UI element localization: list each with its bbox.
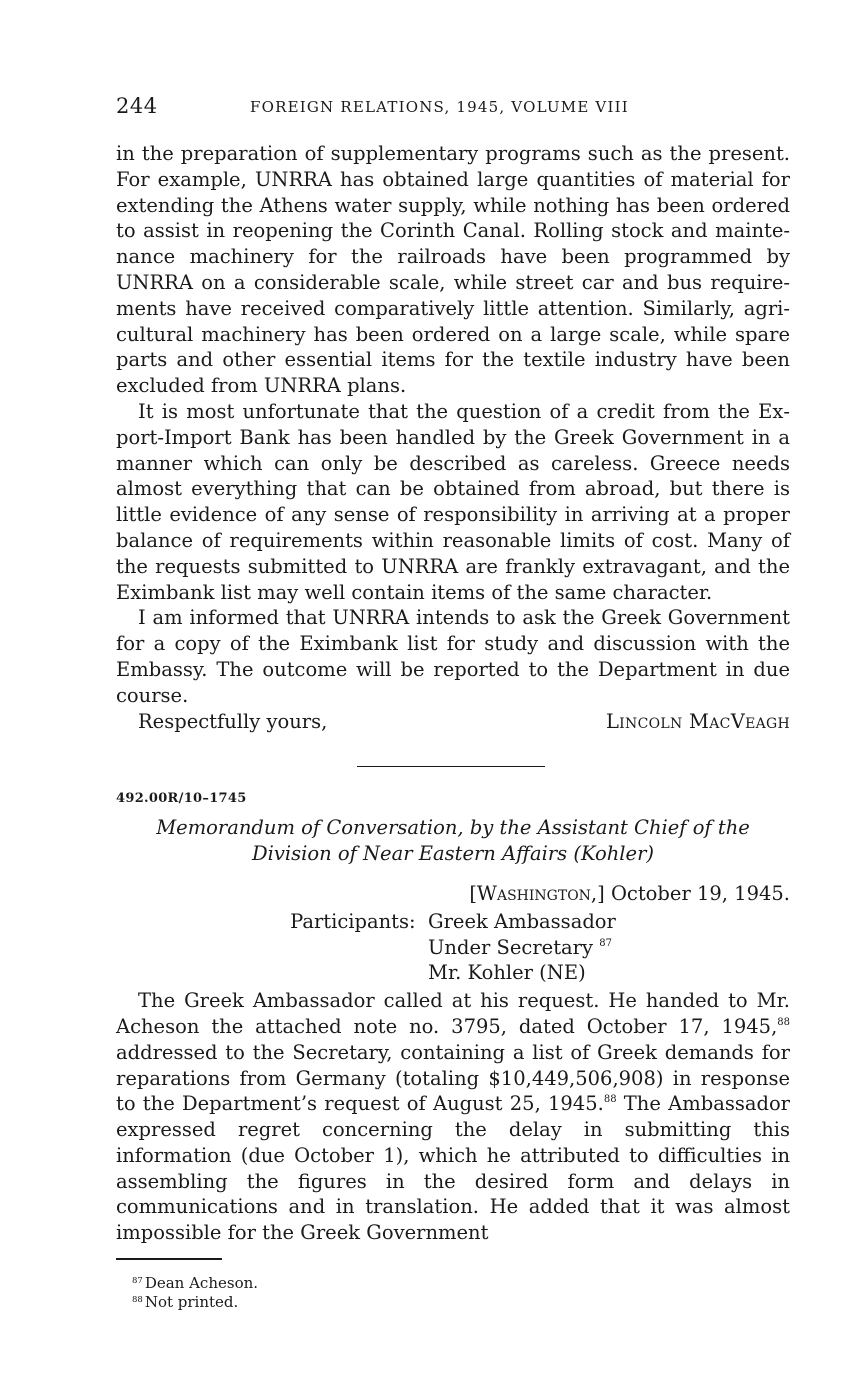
- letter-paragraph-1: in the preparation of supplementary programs such as the present. For example, UNRRA has obtained large quantities of material for extending the Athens water supply, while nothing has been ordered to assist in reopening the Corinth Canal. Rolling stock and maintenance machinery for the railroads have been programmed by UNRRA on a considerable scale, while street car and bus requirements have received comparatively little attention. Similarly, agricultural machinery has been ordered on a large scale, while spare parts and other essential items for the textile industry have been excluded from UNRRA plans.: [116, 142, 790, 398]
- participant-item: [428, 935, 616, 961]
- participants-block: [116, 909, 790, 986]
- letter-closing: Respectfully yours,: [138, 709, 328, 733]
- memo-paragraph-text: The Ambassador expressed regret concerning the delay in submitting this information (due October 1), which he attributed to difficulties in assembling the figures in the desired form and delays in communications and in translation. He added that it was almost impossible for the Greek Government: [116, 1092, 790, 1245]
- participant-item-text: Under Secretary: [428, 935, 594, 959]
- footnote-item: [132, 1293, 790, 1312]
- footnote-text: Not printed.: [144, 1293, 239, 1312]
- dateline-date: October 19, 1945.: [610, 881, 790, 905]
- memo-paragraph-text: The Greek Ambassador called at his request. He handed to Mr. Acheson the attached note no. 3795, dated October 17, 1945,: [116, 989, 790, 1038]
- footnote-mark: 87: [132, 1276, 143, 1287]
- dateline-place: [Washington,]: [469, 881, 605, 905]
- footnote-text: Dean Acheson.: [144, 1274, 259, 1293]
- footnote-ref[interactable]: 87: [599, 937, 612, 949]
- page-body: [116, 141, 790, 1312]
- footnotes: [116, 1274, 790, 1312]
- letter-paragraph-3: I am informed that UNRRA intends to ask the Greek Government for a copy of the Eximbank list for study and discussion with the Embassy. The outcome will be reported to the Department in due course.: [116, 606, 790, 707]
- footnote-ref[interactable]: 88: [777, 1016, 790, 1028]
- memo-paragraph: [116, 988, 790, 1246]
- participant-item: Mr. Kohler (NE): [428, 961, 586, 985]
- memo-dateline: [116, 881, 790, 907]
- page-header: [116, 94, 790, 120]
- letter-signature: Lincoln MacVeagh: [605, 709, 790, 733]
- memo-paragraph-text: addressed to the Secretary, containing a list of Greek demands for reparations from Germany (totaling $10,449,506,908) in response to the Department’s request of August 25, 1945.: [116, 1040, 790, 1116]
- footnote-ref[interactable]: 88: [603, 1094, 617, 1106]
- memo-title: Memorandum of Conversation, by the Assistant Chief of the Division of Near Eastern Affairs (Kohler): [156, 816, 750, 866]
- footnote-item: [132, 1274, 790, 1293]
- letter-paragraph-2: It is most unfortunate that the question of a credit from the Export-Import Bank has been handled by the Greek Government in a manner which can only be described as careless. Greece needs almost everything that can be obtained from abroad, but there is little evidence of any sense of responsibility in arriving at a proper balance of requirements within reasonable limits of cost. Many of the requests submitted to UNRRA are frankly extravagant, and the Eximbank list may well contain items of the same character.: [116, 399, 790, 604]
- page-number: 244: [116, 94, 158, 118]
- participants-list: [428, 909, 616, 986]
- section-divider: [357, 766, 545, 767]
- participants-label-text: Participants:: [290, 909, 416, 933]
- participants-label: [116, 909, 428, 986]
- memo-file-number: 492.00R/10–1745: [116, 791, 247, 807]
- footnote-mark: 88: [132, 1295, 143, 1306]
- footnote-rule: [116, 1258, 222, 1260]
- running-title: FOREIGN RELATIONS, 1945, VOLUME VIII: [250, 98, 629, 116]
- letter-signature-line: [116, 709, 790, 735]
- participant-item: Greek Ambassador: [428, 909, 616, 933]
